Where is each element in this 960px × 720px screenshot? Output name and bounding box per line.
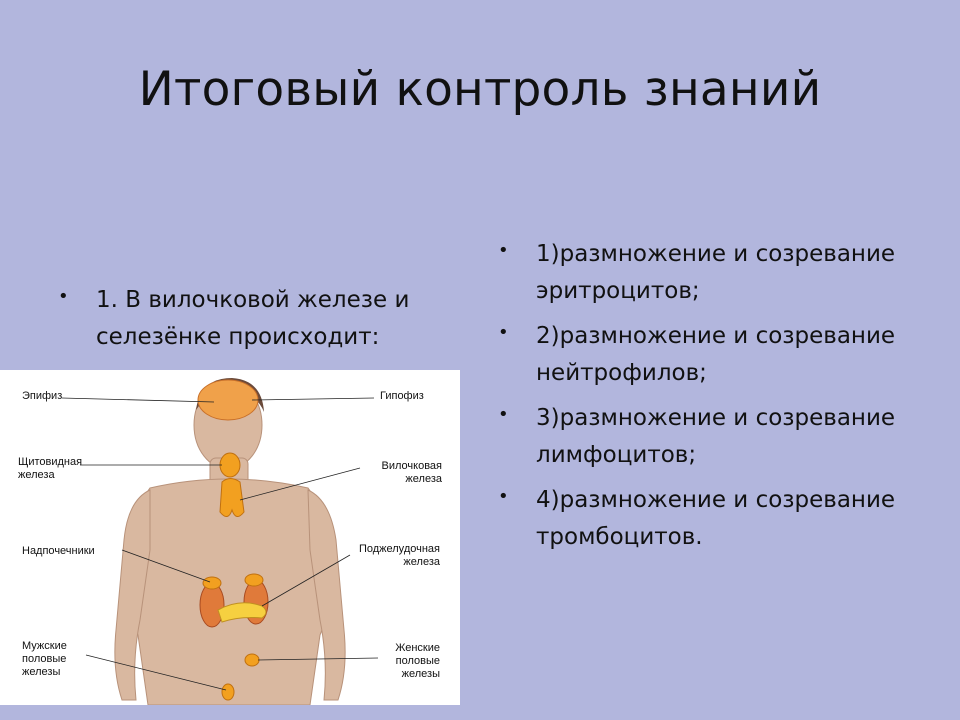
answers-list [496, 236, 936, 564]
label-adrenals: Надпочечники [22, 545, 95, 557]
female-gland-icon [245, 654, 259, 666]
answer-item-1[interactable] [496, 236, 936, 310]
answer-text: 4)размножение и созревание тромбоцитов. [536, 487, 896, 550]
bullet-icon: • [498, 404, 509, 425]
endocrine-system-illustration [0, 370, 460, 705]
bullet-icon: • [498, 322, 509, 343]
slide-title: Итоговый контроль знаний [138, 62, 822, 117]
thymus-icon [220, 479, 244, 517]
male-gland-icon [222, 684, 234, 700]
brain-icon [198, 380, 258, 420]
question-text: 1. В вилочковой железе и селезёнке происходит: [96, 287, 410, 350]
question-item [56, 282, 456, 356]
answer-item-2[interactable] [496, 318, 936, 392]
left-kidney-icon [200, 583, 224, 627]
answer-text: 2)размножение и созревание нейтрофилов; [536, 323, 896, 386]
label-thymus: Вилочковая железа [381, 460, 442, 485]
thyroid-icon [220, 453, 240, 477]
answer-item-3[interactable] [496, 400, 936, 474]
label-thyroid: Щитовидная железа [18, 456, 83, 481]
bullet-icon: • [58, 286, 69, 307]
label-epiphysis: Эпифиз [22, 390, 63, 402]
answer-text: 1)размножение и созревание эритроцитов; [536, 241, 896, 304]
question-block [56, 282, 456, 356]
answer-item-4[interactable] [496, 482, 936, 556]
bullet-icon: • [498, 486, 509, 507]
right-adrenal-icon [245, 574, 263, 586]
left-adrenal-icon [203, 577, 221, 589]
label-female-glands: Женские половые железы [395, 642, 440, 680]
answer-text: 3)размножение и созревание лимфоцитов; [536, 405, 896, 468]
body-silhouette [115, 381, 345, 705]
label-hypophysis: Гипофиз [380, 390, 424, 402]
label-male-glands: Мужские половые железы [22, 640, 67, 678]
bullet-icon: • [498, 240, 509, 261]
label-pancreas: Поджелудочная железа [358, 543, 440, 568]
